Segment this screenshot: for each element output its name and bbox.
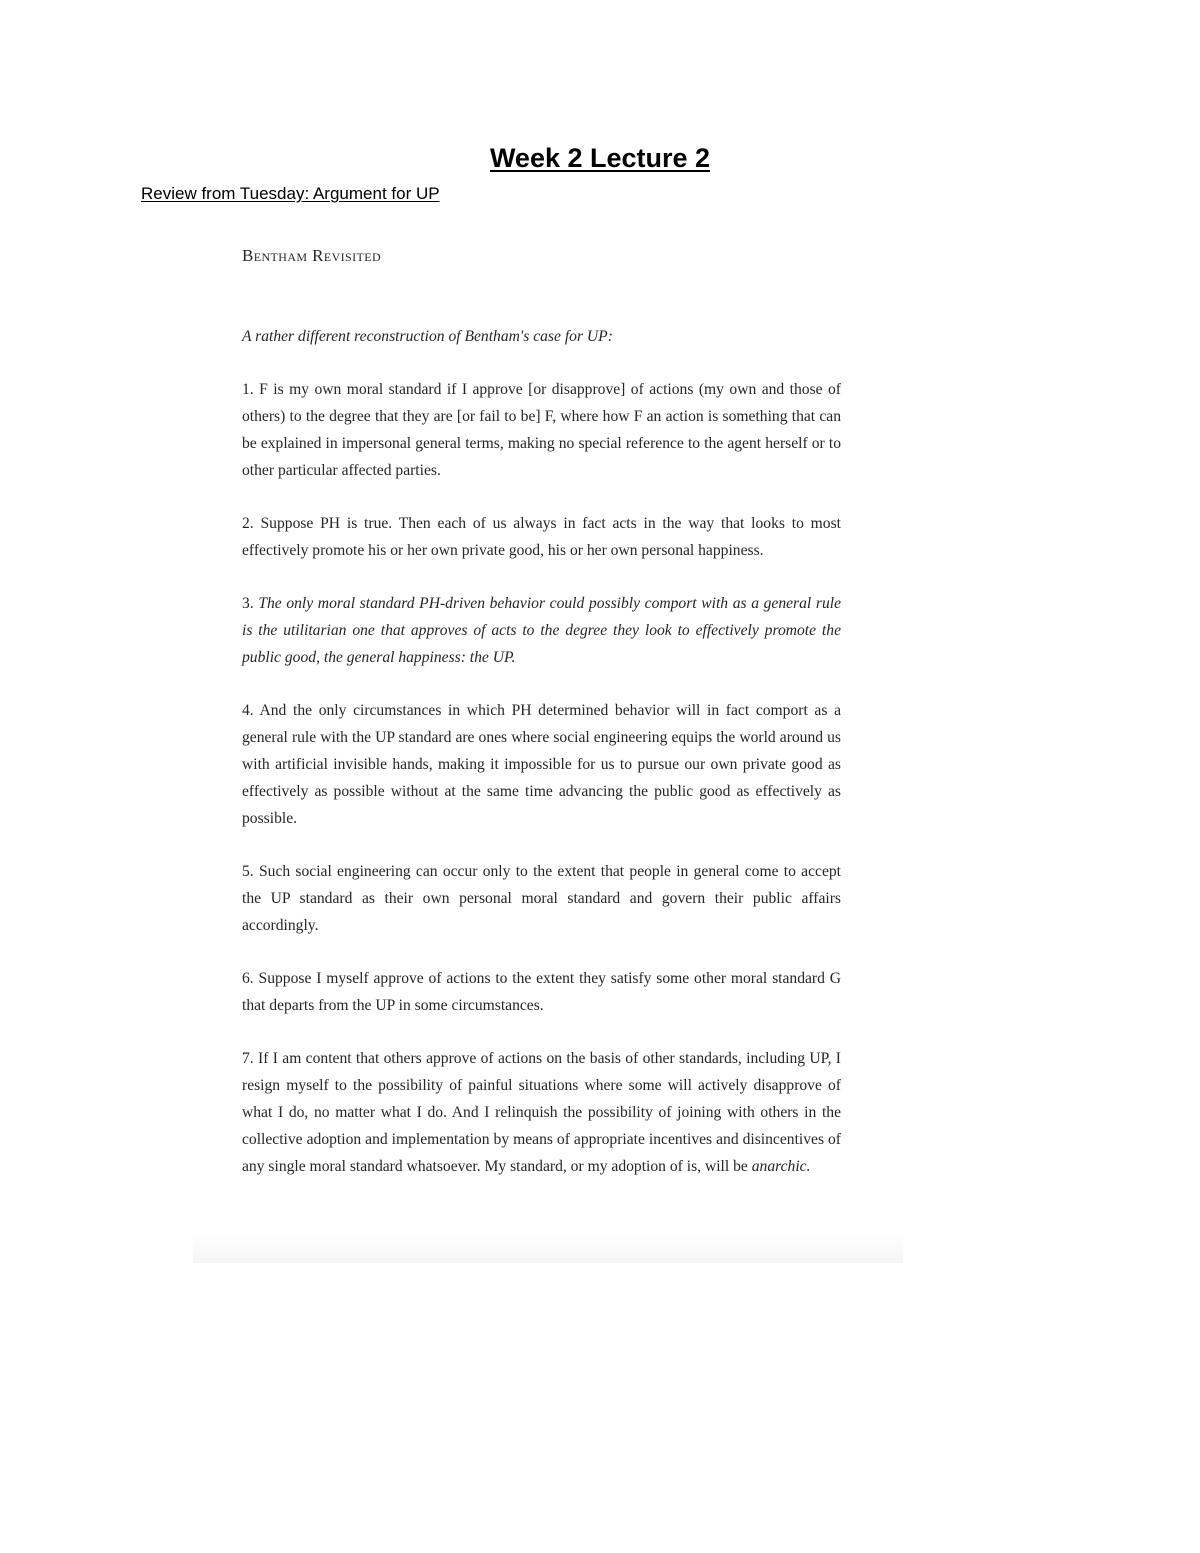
point-number: 3. xyxy=(242,595,254,612)
scanned-excerpt xyxy=(193,228,903,1263)
argument-point-3 xyxy=(242,590,841,671)
point-text: Suppose I myself approve of actions to the extent they satisfy some other moral standard G that departs from the UP in some circumstances. xyxy=(242,970,841,1014)
excerpt-text xyxy=(242,242,841,1206)
point-number: 6. xyxy=(242,970,254,987)
excerpt-heading: Bentham Revisited xyxy=(242,246,382,265)
argument-point-5 xyxy=(242,858,841,939)
point-text: Suppose PH is true. Then each of us always in fact acts in the way that looks to most effectively promote his or her own private good, his or her own personal happiness. xyxy=(242,515,841,559)
page-title: Week 2 Lecture 2 xyxy=(489,143,711,173)
point-emphasis: anarchic. xyxy=(751,1158,811,1175)
point-number: 5. xyxy=(242,863,254,880)
point-text: F is my own moral standard if I approve [or disapprove] of actions (my own and those of others) to the degree that they are [or fail to be] F, where how F an action is something that can be explained in impersonal general terms, making no special reference to the agent herself or to other particular affected parties. xyxy=(242,381,841,479)
excerpt-lead: A rather different reconstruction of Bentham's case for UP: xyxy=(242,328,613,345)
argument-point-7 xyxy=(242,1045,841,1180)
point-text: The only moral standard PH-driven behavior could possibly comport with as a general rule is the utilitarian one that approves of acts to the degree they look to effectively promote the public good, the general happiness: the UP. xyxy=(242,595,841,666)
point-number: 2. xyxy=(242,515,254,532)
argument-point-6 xyxy=(242,965,841,1019)
argument-point-2 xyxy=(242,510,841,564)
point-number: 1. xyxy=(242,381,254,398)
point-number: 4. xyxy=(242,702,254,719)
point-number: 7. xyxy=(242,1050,254,1067)
point-text: Such social engineering can occur only to the extent that people in general come to accept the UP standard as their own personal moral standard and govern their public affairs accordingly. xyxy=(242,863,841,934)
section-subtitle: Review from Tuesday: Argument for UP xyxy=(141,184,440,203)
point-text: If I am content that others approve of actions on the basis of other standards, including UP, I resign myself to the possibility of painful situations where some will actively disapprove of what I do, no matter what I do. And I relinquish the possibility of joining with others in the collective adoption and implementation by means of appropriate incentives and disincentives of any single moral standard whatsoever. My standard, or my adoption of is, will be xyxy=(242,1050,841,1175)
argument-point-1 xyxy=(242,376,841,484)
point-text: And the only circumstances in which PH determined behavior will in fact comport as a general rule with the UP standard are ones where social engineering equips the world around us with artificial invisible hands, making it impossible for us to pursue our own private good as effectively as possible without at the same time advancing the public good as effectively as possible. xyxy=(242,702,841,827)
argument-point-4 xyxy=(242,697,841,832)
